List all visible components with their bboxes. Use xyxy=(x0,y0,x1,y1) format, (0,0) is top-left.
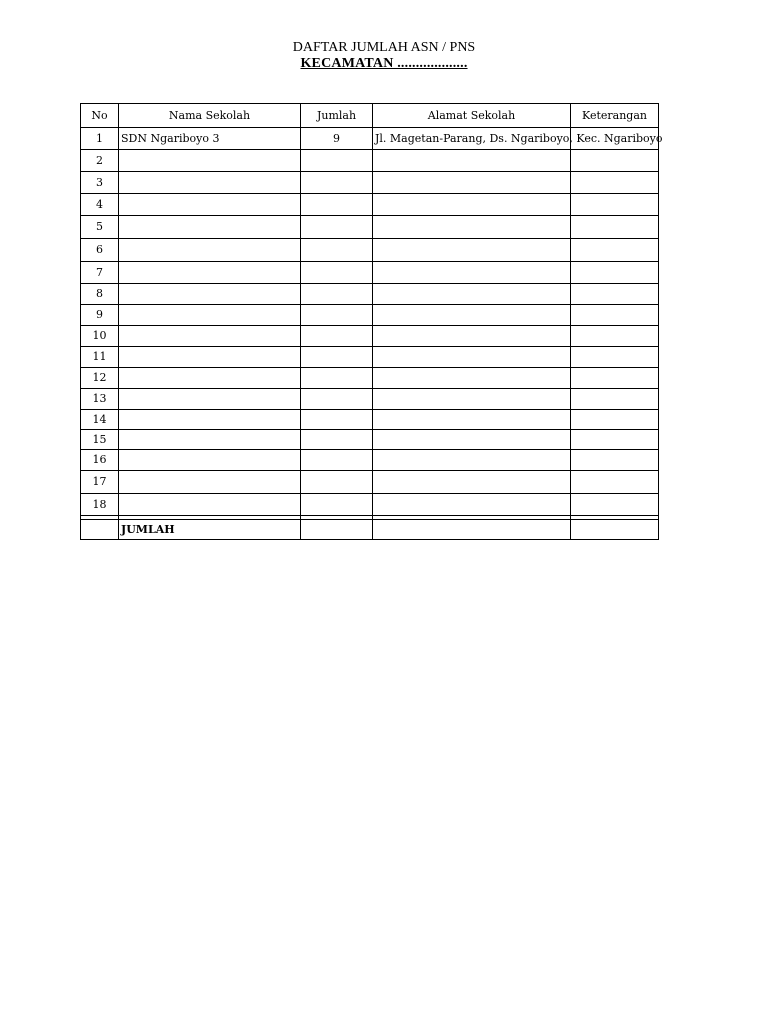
row-nama-sekolah xyxy=(119,284,301,305)
row-keterangan xyxy=(571,347,659,368)
table-row xyxy=(81,389,659,410)
row-alamat-sekolah xyxy=(373,216,571,239)
row-jumlah xyxy=(301,326,373,347)
row-alamat-sekolah xyxy=(373,284,571,305)
table-row xyxy=(81,128,659,150)
total-keterangan-cell xyxy=(571,520,659,540)
row-alamat-sekolah xyxy=(373,262,571,284)
row-jumlah xyxy=(301,430,373,450)
header-keterangan: Keterangan xyxy=(571,104,659,128)
row-jumlah xyxy=(301,410,373,430)
table-header-row xyxy=(81,104,659,128)
row-jumlah xyxy=(301,494,373,516)
row-jumlah: 9 xyxy=(301,128,373,150)
row-jumlah xyxy=(301,305,373,326)
header-no: No xyxy=(81,104,119,128)
row-nama-sekolah xyxy=(119,305,301,326)
row-keterangan xyxy=(571,172,659,194)
row-number: 8 xyxy=(81,284,119,305)
row-keterangan xyxy=(571,368,659,389)
row-nama-sekolah xyxy=(119,194,301,216)
row-alamat-sekolah xyxy=(373,494,571,516)
table-row xyxy=(81,239,659,262)
row-nama-sekolah xyxy=(119,239,301,262)
header-alamat-sekolah: Alamat Sekolah xyxy=(373,104,571,128)
row-jumlah xyxy=(301,172,373,194)
row-nama-sekolah xyxy=(119,326,301,347)
row-number: 5 xyxy=(81,216,119,239)
row-number: 18 xyxy=(81,494,119,516)
row-jumlah xyxy=(301,284,373,305)
row-jumlah xyxy=(301,239,373,262)
table-row xyxy=(81,216,659,239)
row-nama-sekolah: SDN Ngariboyo 3 xyxy=(119,128,301,150)
row-number: 15 xyxy=(81,430,119,450)
header-nama-sekolah: Nama Sekolah xyxy=(119,104,301,128)
row-keterangan xyxy=(571,262,659,284)
table-row xyxy=(81,326,659,347)
total-alamat-cell xyxy=(373,520,571,540)
row-number: 6 xyxy=(81,239,119,262)
table-row xyxy=(81,305,659,326)
table-row xyxy=(81,494,659,516)
asn-table xyxy=(80,103,663,540)
table-row xyxy=(81,450,659,471)
row-nama-sekolah xyxy=(119,410,301,430)
row-alamat-sekolah xyxy=(373,150,571,172)
row-alamat-sekolah xyxy=(373,410,571,430)
total-jumlah-cell xyxy=(301,520,373,540)
row-keterangan xyxy=(571,410,659,430)
row-number: 16 xyxy=(81,450,119,471)
row-nama-sekolah xyxy=(119,347,301,368)
row-nama-sekolah xyxy=(119,262,301,284)
row-keterangan xyxy=(571,326,659,347)
row-jumlah xyxy=(301,216,373,239)
row-number: 3 xyxy=(81,172,119,194)
header-jumlah: Jumlah xyxy=(301,104,373,128)
row-number: 10 xyxy=(81,326,119,347)
row-number: 14 xyxy=(81,410,119,430)
table-row xyxy=(81,368,659,389)
row-alamat-sekolah xyxy=(373,368,571,389)
total-no-cell xyxy=(81,520,119,540)
row-number: 13 xyxy=(81,389,119,410)
row-alamat-sekolah xyxy=(373,347,571,368)
row-number: 9 xyxy=(81,305,119,326)
table-row xyxy=(81,347,659,368)
row-alamat-sekolah xyxy=(373,326,571,347)
row-number: 11 xyxy=(81,347,119,368)
table-total-row xyxy=(81,520,659,540)
row-number: 4 xyxy=(81,194,119,216)
row-nama-sekolah xyxy=(119,450,301,471)
row-jumlah xyxy=(301,194,373,216)
row-alamat-sekolah xyxy=(373,430,571,450)
row-alamat-sekolah xyxy=(373,305,571,326)
row-alamat-sekolah xyxy=(373,194,571,216)
row-keterangan xyxy=(571,430,659,450)
document-subtitle: KECAMATAN ................... xyxy=(300,56,468,71)
table-row xyxy=(81,262,659,284)
total-label: JUMLAH xyxy=(119,520,301,540)
row-number: 2 xyxy=(81,150,119,172)
row-jumlah xyxy=(301,347,373,368)
row-keterangan xyxy=(571,471,659,494)
table-row xyxy=(81,172,659,194)
table-row xyxy=(81,194,659,216)
document-title: DAFTAR JUMLAH ASN / PNS xyxy=(292,40,476,55)
row-nama-sekolah xyxy=(119,430,301,450)
row-jumlah xyxy=(301,150,373,172)
row-keterangan xyxy=(571,216,659,239)
row-nama-sekolah xyxy=(119,471,301,494)
row-nama-sekolah xyxy=(119,368,301,389)
row-keterangan xyxy=(571,494,659,516)
row-nama-sekolah xyxy=(119,216,301,239)
row-alamat-sekolah xyxy=(373,389,571,410)
row-jumlah xyxy=(301,389,373,410)
row-nama-sekolah xyxy=(119,494,301,516)
table-row xyxy=(81,430,659,450)
row-alamat-sekolah xyxy=(373,239,571,262)
row-number: 1 xyxy=(81,128,119,150)
row-keterangan xyxy=(571,194,659,216)
row-alamat-sekolah xyxy=(373,450,571,471)
table-row xyxy=(81,150,659,172)
row-jumlah xyxy=(301,368,373,389)
row-nama-sekolah xyxy=(119,150,301,172)
row-jumlah xyxy=(301,471,373,494)
row-number: 7 xyxy=(81,262,119,284)
row-nama-sekolah xyxy=(119,172,301,194)
table-row xyxy=(81,471,659,494)
row-alamat-sekolah: Jl. Magetan-Parang, Ds. Ngariboyo, Kec. Ngariboyo xyxy=(373,128,571,150)
row-alamat-sekolah xyxy=(373,172,571,194)
row-alamat-sekolah xyxy=(373,471,571,494)
row-jumlah xyxy=(301,450,373,471)
row-keterangan xyxy=(571,150,659,172)
row-keterangan xyxy=(571,389,659,410)
table-row xyxy=(81,410,659,430)
row-number: 17 xyxy=(81,471,119,494)
row-keterangan xyxy=(571,284,659,305)
row-number: 12 xyxy=(81,368,119,389)
row-keterangan xyxy=(571,305,659,326)
row-keterangan xyxy=(571,239,659,262)
row-nama-sekolah xyxy=(119,389,301,410)
table-row xyxy=(81,284,659,305)
row-jumlah xyxy=(301,262,373,284)
row-keterangan xyxy=(571,450,659,471)
